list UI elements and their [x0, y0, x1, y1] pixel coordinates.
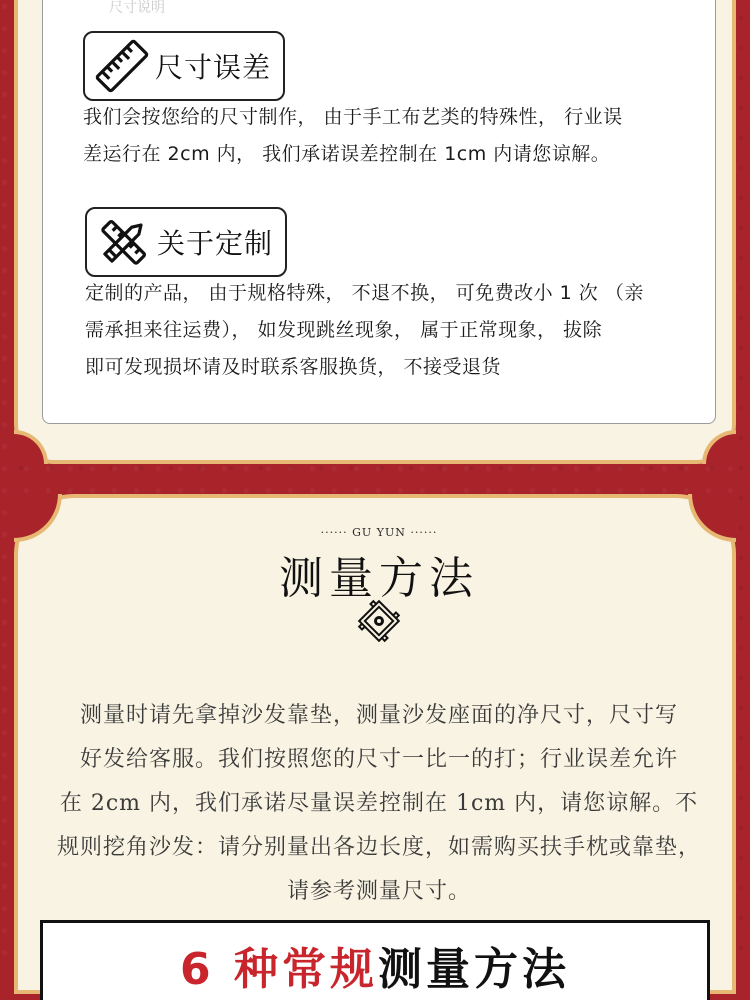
heading-red-part: 6 种常规 — [180, 944, 378, 995]
size-error-label — [83, 31, 285, 101]
panel-corner — [14, 430, 48, 464]
heading-black-part: 测量方法 — [377, 944, 570, 995]
text-line: 好发给客服。我们按照您的尺寸一比一的打；行业误差允许 — [79, 747, 678, 772]
text-line: 差运行在 2cm 内， 我们承诺误差控制在 1cm 内请您谅解。 — [83, 143, 611, 165]
text-line: 规则挖角沙发：请分别量出各边长度，如需购买扶手枕或靠垫， — [56, 835, 701, 860]
text-line: 在 2cm 内，我们承诺尽量误差控制在 1cm 内，请您谅解。不 — [59, 791, 699, 816]
text-line: 测量时请先拿掉沙发靠垫，测量沙发座面的净尺寸，尺寸写 — [79, 703, 678, 728]
text-line: 定制的产品， 由于规格特殊， 不退不换， 可免费改小 1 次 （亲 — [85, 282, 644, 304]
size-error-text — [83, 99, 623, 173]
measure-instructions — [46, 694, 712, 914]
text-line: 我们会按您给的尺寸制作， 由于手工布艺类的特殊性， 行业误 — [83, 106, 623, 128]
brand-subtitle: ······ GU YUN ······ — [320, 526, 438, 539]
text-line: 请参考测量尺寸。 — [286, 879, 471, 904]
knot-ornament-icon — [356, 598, 402, 644]
text-line: 即可发现损坏请及时联系客服换货， 不接受退货 — [85, 356, 502, 378]
size-error-label-text: 尺寸误差 — [155, 51, 272, 84]
section-title: 测量方法 — [279, 553, 479, 604]
panel-corner — [702, 430, 736, 464]
custom-label — [85, 207, 287, 277]
custom-text — [85, 275, 644, 386]
size-info-card — [42, 0, 716, 424]
text-line: 需承担来往运费）， 如发现跳丝现象， 属于正常现象， 拔除 — [85, 319, 603, 341]
six-methods-banner — [40, 920, 710, 1000]
size-info-panel — [14, 0, 736, 464]
measure-method-panel — [14, 494, 736, 994]
pencil-ruler-icon — [95, 214, 153, 270]
ruler-icon — [93, 38, 151, 94]
custom-label-text: 关于定制 — [157, 227, 274, 260]
faint-heading: 尺寸说明 — [109, 0, 165, 16]
six-methods-heading — [43, 933, 707, 997]
